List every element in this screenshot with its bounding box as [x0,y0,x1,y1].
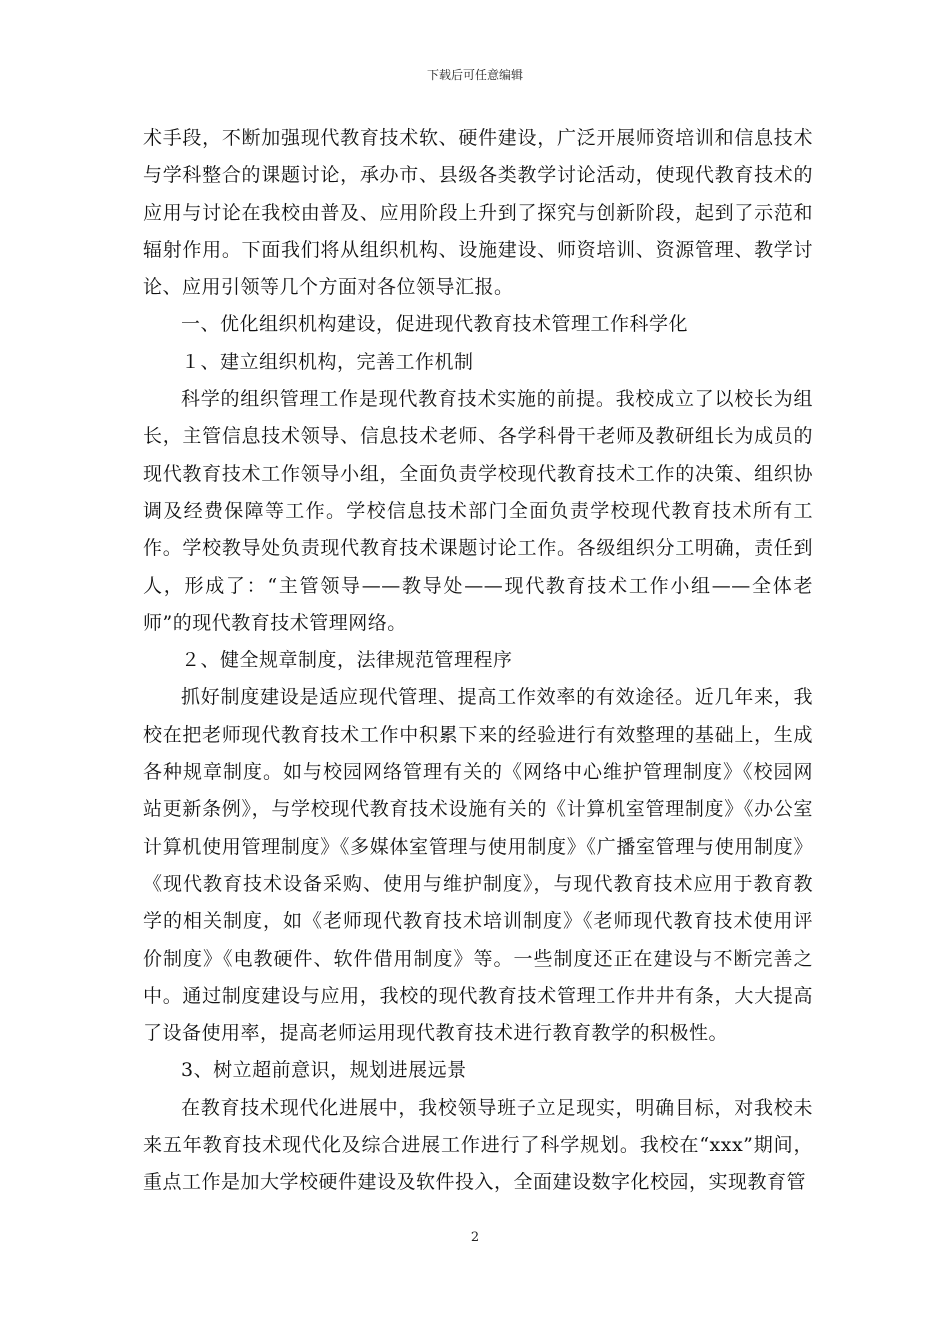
page-number: 2 [470,1230,480,1245]
paragraph-organization: 科学的组织管理工作是现代教育技术实施的前提。我校成立了以校长为组长，主管信息技术领导、信息技术老师、各学科骨干老师及教研组长为成员的现代教育技术工作领导小组，全面负责学校现代教育技术工作的决策、组织协调及经费保障等工作。学校信息技术部门全面负责学校现代教育技术所有工作。学校教导处负责现代教育技术课题讨论工作。各级组织分工明确，责任到人，形成了：“主管领导——教导处——现代教育技术工作小组——全体老师”的现代教育技术管理网络。 [143,388,813,634]
section-heading-1: 一、优化组织机构建设，促进现代教育技术管理工作科学化 [181,313,689,336]
subsection-heading-2: ２、健全规章制度，法律规范管理程序 [181,649,513,672]
document-body [143,120,813,1202]
paragraph-regulations: 抓好制度建设是适应现代管理、提高工作效率的有效途径。近几年来，我校在把老师现代教育技术工作中积累下来的经验进行有效整理的基础上，生成各种规章制度。如与校园网络管理有关的《网络中心维护管理制度》《校园网站更新条例》，与学校现代教育技术设施有关的《计算机室管理制度》《办公室计算机使用管理制度》《多媒体室管理与使用制度》《广播室管理与使用制度》《现代教育技术设备采购、使用与维护制度》，与现代教育技术应用于教育教学的相关制度，如《老师现代教育技术培训制度》《老师现代教育技术使用评价制度》《电教硬件、软件借用制度》等。一些制度还正在建设与不断完善之中。通过制度建设与应用，我校的现代教育技术管理工作井井有条，大大提高了设备使用率，提高老师运用现代教育技术进行教育教学的积极性。 [143,686,813,1045]
subsection-heading-3: 3、树立超前意识，规划进展远景 [181,1059,467,1082]
paragraph-planning: 在教育技术现代化进展中，我校领导班子立足现实，明确目标，对我校未来五年教育技术现代化及综合进展工作进行了科学规划。我校在“xxx”期间，重点工作是加大学校硬件建设及软件投入，全面建设数字化校园，实现教育管 [143,1096,813,1194]
page-header: 下载后可任意编辑 [426,68,523,82]
paragraph-intro-continued: 术手段，不断加强现代教育技术软、硬件建设，广泛开展师资培训和信息技术与学科整合的课题讨论，承办市、县级各类教学讨论活动，使现代教育技术的应用与讨论在我校由普及、应用阶段上升到了探究与创新阶段，起到了示范和辐射作用。下面我们将从组织机构、设施建设、师资培训、资源管理、教学讨论、应用引领等几个方面对各位领导汇报。 [143,127,813,299]
subsection-heading-1: １、建立组织机构，完善工作机制 [181,350,474,373]
